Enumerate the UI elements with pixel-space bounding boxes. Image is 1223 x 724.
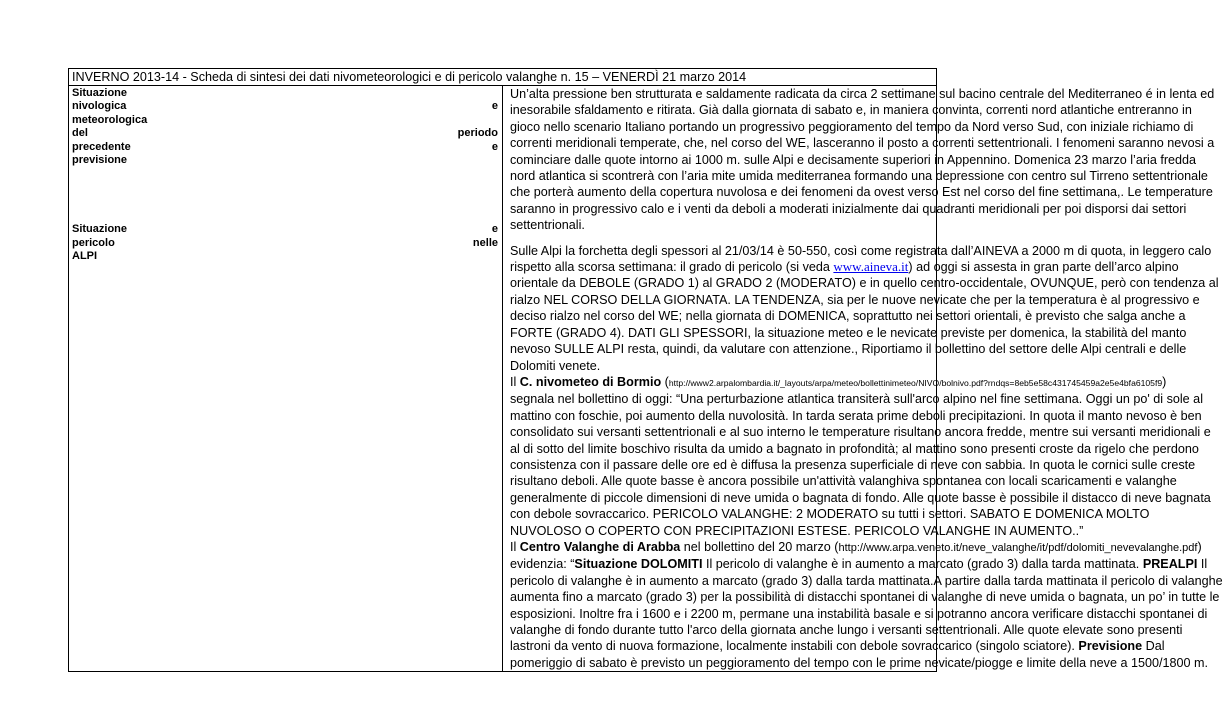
text-line: Sulle Alpi la forchetta degli spessori al 21/03/14 è 50-550, così come registrata dall’AINEVA a 2000 m di quota, in leggero calo <box>510 243 1212 258</box>
text-line: Dolomiti venete. <box>510 358 601 373</box>
text-line: evidenzia: “Situazione DOLOMITI Il pericolo di valanghe è in aumento a marcato (grado 3) dalla tarda mattinata. PREALPI Il <box>510 557 1208 572</box>
label-line: ALPI <box>72 250 98 263</box>
label-line: nivologica e <box>72 100 498 113</box>
text-line: cominciare dalle quote intorno ai 1000 m. sulle Alpi e decisamente superiori in Appennino. Domenica 23 marzo l’aria fredda <box>510 152 1197 167</box>
text-line: che porterà aumento della copertura nuvolosa e dei fenomeni da ovest verso Est nel corso del fine settimana,. Le temperature <box>510 185 1213 200</box>
bormio-bulletin-url[interactable]: http://www2.arpalombardia.it/_layouts/arpa/meteo/bollettinimeteo/NIVO/bolnivo.pdf?rndqs=8eb5e58c431745459a2e5e4bfa6105f9 <box>668 377 1163 388</box>
label-column <box>69 86 503 672</box>
text-line: risultano deboli. Alle quote basse è ancora possibile un'attività valanghiva spontanea con locali scaricamenti e valanghe <box>510 474 1177 489</box>
text-line: consistenza con il passare delle ore ed è diffusa la presenza superficiale di neve con sabbia. In quota le cornici sulle creste <box>510 457 1196 472</box>
text-line: Il C. nivometeo di Bormio (http://www2.arpalombardia.it/_layouts/arpa/meteo/bollettinimeteo/NIVO/bolnivo.pdf?rndqs=8eb5e58c431745459a2e5e4bfa6105f9) <box>510 374 1167 389</box>
label-line: Situazione <box>72 87 128 99</box>
arabba-center-name: Centro Valanghe di Arabba <box>519 539 681 554</box>
text-line: nord atlantica si scontrerà con l’aria mite umida mediterranea formando una depressione con centro sul Tirreno settentrionale <box>510 169 1208 184</box>
content-row <box>69 86 937 672</box>
label-line: Situazione e <box>72 223 498 236</box>
label-line: meteorologica <box>72 113 148 126</box>
text-line: nevoso SULLE ALPI resta, quindi, da valutare con attenzione., Riportiamo il bollettino del settore delle Alpi centrali e delle <box>510 342 1187 357</box>
text-line: pericolo di valanghe è in aumento a marcato (grado 3) dalla tarda mattinata.A partire dalla tarda mattinata il pericolo di valanghe <box>510 573 1223 588</box>
text-line: con debole sovraccarico. PERICOLO VALANGHE: 2 MODERATO su tutti i settori. SABATO E DOMENICA MOLTO <box>510 507 1150 522</box>
text-line: generalmente di piccole dimensioni di neve umida o bagnata di fondo. Alle quote basse è possibile il distacco di neve bagnata <box>510 490 1211 505</box>
text-line: FORTE (GRADO 4). DATI GLI SPESSORI, la situazione meteo e le nevicate previste per domenica, la stabilità del manto <box>510 325 1187 340</box>
text-line: saranno in progressivo calo e i venti da deboli a moderati inizialmente dai quadranti meridionali per poi disporsi dai settori <box>510 201 1187 216</box>
label-line: pericolo nelle <box>72 236 498 249</box>
text-line: inesorabile sfaldamento e ritirata. Già dalla giornata di sabato e, in maniera convinta, correnti nord atlantiche entreranno in <box>510 103 1192 118</box>
text-line: aumenta fino a marcato (grado 3) per la possibilità di distacchi spontanei di valanghe di neve umida o bagnata, un po’ in tutte le <box>510 590 1220 605</box>
text-line: settentrionali. <box>510 218 585 233</box>
bulletin-table <box>68 68 1223 672</box>
text-line: NUVOLOSO O COPERTO CON PRECIPITAZIONI ESTESE. PERICOLO VALANGHE IN AUMENTO..” <box>510 523 1084 538</box>
text-line: orientale da DEBOLE (GRADO 1) al GRADO 2 (MODERATO) e in quello centro-occidentale, OVUNQUE, però con tendenza al <box>510 276 1219 291</box>
text-line: al di sotto del limite boschivo risulta da umido a bagnato in profondità; al mattino sono presenti croste da rigelo che perdono <box>510 441 1199 456</box>
text-column <box>503 86 1223 672</box>
text-line: mattino con foschie, poi aumento della nuvolosità. In tarda serata prime deboli precipitazioni. In quota il manto nevoso è ben <box>510 408 1202 423</box>
bulletin-title: INVERNO 2013-14 - Scheda di sintesi dei dati nivometeorologici e di pericolo valanghe n. 15 – VENERDÌ 21 marzo 2014 <box>69 69 937 86</box>
section-label-alpi <box>69 222 502 263</box>
text-line: lastroni da vento di nuova formazione, localmente instabili con debole sovraccarico (singolo sciatore). Previsione Dal <box>510 639 1165 654</box>
text-line: consolidato sui versanti settentrionali e al suo interno le temperature risultano ancora fredde, mentre sui versanti meridionali e <box>510 425 1211 440</box>
text-line: gioco nello scenario Italiano portando un progressivo peggioramento del tempo da Nord verso Sud, con iniziale richiamo di <box>510 119 1194 134</box>
text-line: esposizioni. Inoltre fra i 1600 e i 2200 m, permane una instabilità basale e si potranno ancora verificare distacchi spontanei di <box>510 606 1208 621</box>
text-line: valanghe di fondo durante tutto l'arco della giornata anche lungo i versanti settentrionali. Alle quote elevate sono presenti <box>510 623 1183 637</box>
aineva-link[interactable]: www.aineva.it <box>833 259 909 275</box>
section-label-meteo <box>69 86 502 167</box>
label-line: precedente e <box>72 140 498 153</box>
label-line: previsione <box>72 154 128 167</box>
arabba-bulletin-url[interactable]: http://www.arpa.veneto.it/neve_valanghe/it/pdf/dolomiti_nevevalanghe.pdf <box>838 541 1198 554</box>
bormio-center-name: C. nivometeo di Bormio <box>519 374 662 389</box>
label-line: del periodo <box>72 127 498 140</box>
text-line: Un’alta pressione ben strutturata e saldamente radicata da circa 2 settimane sul bacino centrale del Mediterraneo é in lenta ed <box>510 87 1215 101</box>
header-row <box>69 69 937 86</box>
text-line: correnti meridionali temperate, che, nel corso del WE, lasceranno il posto a correnti settentrionali. I fenomeni saranno nevosi a <box>510 136 1215 151</box>
text-line: rialzo NEL CORSO DELLA GIORNATA. LA TENDENZA, sia per le nuove nevicate che per la temperatura è al progressivo e <box>510 292 1200 307</box>
text-line: segnala nel bollettino di oggi: “Una perturbazione atlantica transiterà sull'arco alpino nel fine settimana. Oggi un po' di sole al <box>510 392 1203 407</box>
text-line: pomeriggio di sabato è previsto un peggioramento del tempo con le prime nevicate/piogge e limite della neve a 1500/1800 m. <box>510 655 1208 670</box>
text-line: deciso rialzo nel corso del WE; nella giornata di DOMENICA, soprattutto nei settori orientali, è previsto che salga anche a <box>510 309 1186 324</box>
meteo-situation-text <box>510 86 1215 234</box>
text-line: Il Centro Valanghe di Arabba nel bollettino del 20 marzo (http://www.arpa.veneto.it/neve_valanghe/it/pdf/dolomiti_nevevalanghe.pdf) <box>510 539 1202 554</box>
alpi-danger-text <box>510 243 1223 672</box>
text-line: rispetto alla scorsa settimana: il grado di pericolo (si veda www.aineva.it) ad oggi si assesta in gran parte dell’arco alpino <box>510 259 1179 275</box>
